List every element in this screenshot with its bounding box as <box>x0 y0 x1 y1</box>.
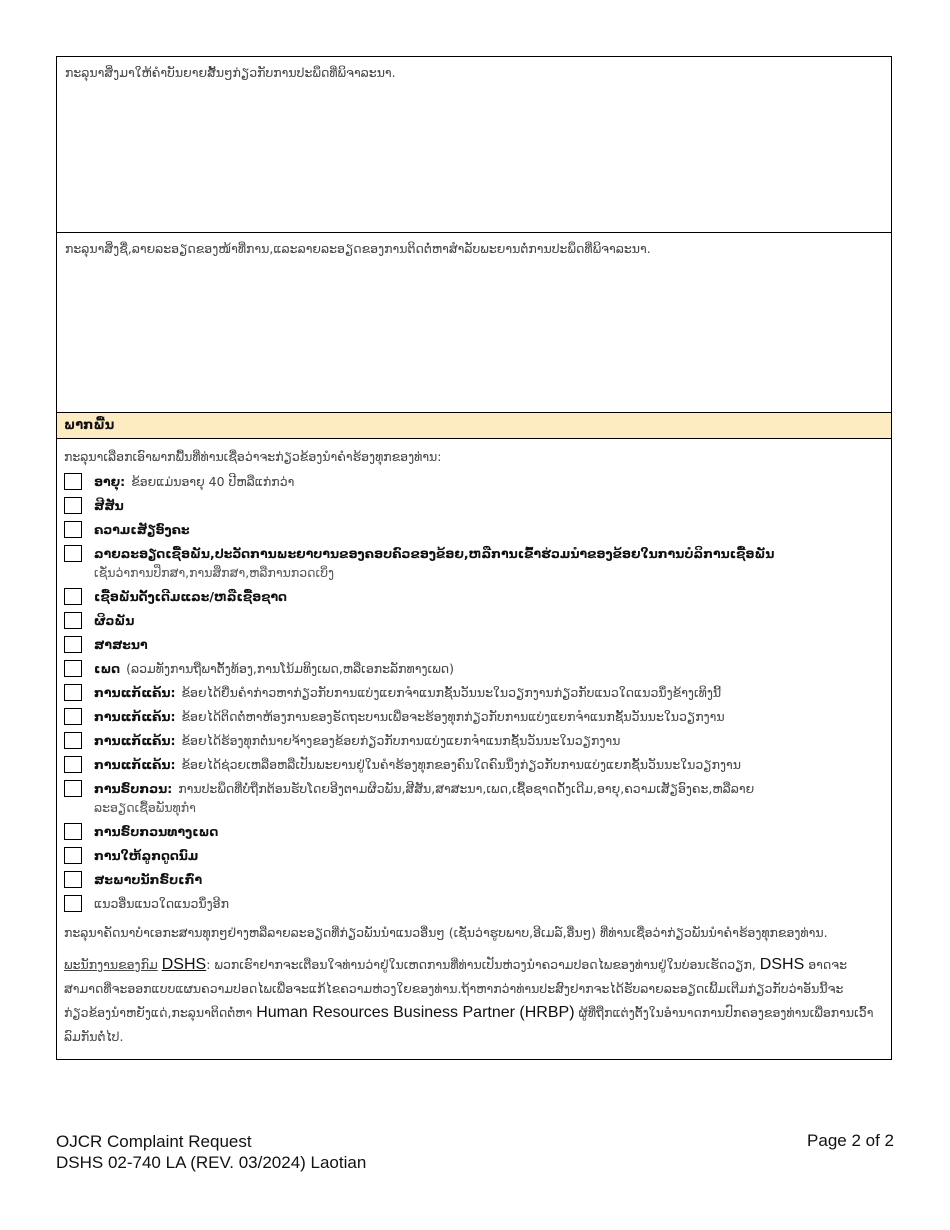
color-checkbox[interactable] <box>64 497 82 514</box>
basis-row-disability <box>64 520 884 539</box>
national-origin-checkbox[interactable] <box>64 588 82 605</box>
basis-row-other <box>64 894 884 913</box>
retaliation-3-label: ການແກ້ແຄ້ນ: <box>94 733 176 748</box>
basis-row-color <box>64 496 884 515</box>
sex-desc: (ລວມທັງການຖືພາຕັ້ງທ້ອງ,ການໂນ້ມທິງເພດ,ຫລືເອກະລັກທາງເພດ) <box>126 661 455 676</box>
veteran-status-label: ສະພາບນັກຣົບເກົ່າ <box>94 872 203 887</box>
basis-section <box>57 439 891 1059</box>
genetic-info-checkbox[interactable] <box>64 545 82 562</box>
disability-checkbox[interactable] <box>64 521 82 538</box>
basis-row-retaliation-1 <box>64 683 884 702</box>
basis-row-religion <box>64 635 884 654</box>
age-checkbox[interactable] <box>64 473 82 490</box>
retaliation-4-desc: ຂ້ອຍໄດ້ຊ່ວຍເຫລືອຫລືເປັນພະຍານຢູ່ໃນຄຳຮ້ອງທຸກຂອງຄົນໃດຄົນນຶ່ງກ່ຽວກັບການແບ່ງແຍກຊັ້ນວັນນະໃນວຽກງານ <box>181 757 741 772</box>
retaliation-1-checkbox[interactable] <box>64 684 82 701</box>
harassment-checkbox[interactable] <box>64 780 82 797</box>
footer-form-info <box>56 1131 366 1173</box>
staff-note-prefix: ພະນັກງານຂອງກົມ <box>64 957 158 972</box>
footer-form-title: OJCR Complaint Request <box>56 1132 252 1151</box>
basis-row-breastfeeding <box>64 846 884 865</box>
sex-checkbox[interactable] <box>64 660 82 677</box>
other-desc: ແນວອື່ນແນວໃດແນວນຶ່ງອີກ <box>94 896 229 911</box>
genetic-info-label: ລາຍລະອຽດເຊື້ອພັນ,ປະວັດການພະຍາບານຂອງຄອບຄົວຂອງຂ້ອຍ,ຫລືການເຂົ້າຮ່ວມນຳຂອງຂ້ອຍໃນການບໍລິການເຊື້ອພັນ <box>94 546 775 561</box>
summary-textbox[interactable] <box>57 57 891 233</box>
age-desc: ຂ້ອຍແມ່ນອາຍຸ 40 ປີຫລືແກ່ກວ່າ <box>131 474 295 489</box>
veteran-status-checkbox[interactable] <box>64 871 82 888</box>
basis-row-harassment <box>64 779 884 817</box>
footer-form-number: DSHS 02-740 LA (REV. 03/2024) Laotian <box>56 1153 367 1172</box>
basis-row-national-origin <box>64 587 884 606</box>
summary-prompt: ກະລຸນາສິ່ງມາໃຫ້ຄຳບັນຍາຍສັ້ນໆກ່ຽວກັບການປະພຶດທີ່ພິຈາລະນາ. <box>65 65 396 80</box>
race-checkbox[interactable] <box>64 612 82 629</box>
retaliation-1-desc: ຂ້ອຍໄດ້ຍື່ນຄຳກ່າວຫາກ່ຽວກັບການແບ່ງແຍກຈຳແນກຊັ້ນວັນນະໃນວຽກງານກ່ຽວກັບແນວໃດແນວນຶ່ງຂ້າງເທິງນີ້ <box>181 685 722 700</box>
sexual-harassment-label: ການຣົບກວນທາງເພດ <box>94 824 219 839</box>
staff-note-part2: ອາດຈະສາມາດທີ່ຈະອອກແບບແຜນຄວາມປອດໄພເພື່ອຈະແກ້ໄຂຄວາມຫ່ວງໃຍຂອງທ່ານ.ຖ້າຫາກວ່າທ່ານປະສົງຢາກຈະໄດ້ຮັບລາຍລະອຽດເພີ້ມເຕີມກ່ຽວກັບວ່າອັນນີ້ຈະກ່ຽວຂ້ອງນຳຫຍັງແດ່,ກະລຸນາຕິດຕໍ່ຫາ <box>64 957 848 1020</box>
retaliation-2-label: ການແກ້ແຄ້ນ: <box>94 709 176 724</box>
sex-label: ເພດ <box>94 661 121 676</box>
retaliation-3-checkbox[interactable] <box>64 732 82 749</box>
staff-note-part3: ຜູ້ທີ່ຖືກແຕ່ງຕັ້ງໃນອຳນາດການປົກຄອງຂອງທ່ານເພື່ອການເວົ້າລົມກັນຕໍ່ໄປ. <box>64 1005 874 1044</box>
retaliation-3-desc: ຂ້ອຍໄດ້ຮ້ອງທຸກຕໍ່ນາຍຈ້າງຂອງຂ້ອຍກ່ຽວກັບການແບ່ງແຍກຈຳແນກຊັ້ນວັນນະໃນວຽກງານ <box>181 733 621 748</box>
retaliation-2-checkbox[interactable] <box>64 708 82 725</box>
other-checkbox[interactable] <box>64 895 82 912</box>
basis-section-header: ພາກພື້ນ <box>57 413 891 439</box>
basis-row-genetic <box>64 544 884 582</box>
basis-row-veteran <box>64 870 884 889</box>
basis-intro: ກະລຸນາເລືອກເອົາພາກພື້ນທີ່ທ່ານເຊື່ອວ່າຈະກ່ຽວຂ້ອງນຳຄຳຮ້ອງທຸກຂອງທ່ານ: <box>64 449 442 464</box>
harassment-desc: ການປະພຶດທີ່ບໍ່ຖືກຕ້ອນຮັບໂດຍອີງຕາມຜິວພັນ,ສີສັນ,ສາສະນາ,ເພດ,ເຊື້ອຊາດດັ້ງເດີມ,ອາຍຸ,ຄວາມເສັຽອົງຄະ,ຫລືລາຍ <box>178 781 755 796</box>
footer-page-number: Page 2 of 2 <box>807 1131 894 1150</box>
breastfeeding-checkbox[interactable] <box>64 847 82 864</box>
religion-label: ສາສະນາ <box>94 637 148 652</box>
retaliation-1-label: ການແກ້ແຄ້ນ: <box>94 685 176 700</box>
race-label: ຜິວພັນ <box>94 613 135 628</box>
basis-row-sexual-harassment <box>64 822 884 841</box>
witnesses-prompt: ກະລຸນາສິ່ງຊື່,ລາຍລະອຽດຂອງໜ້າທີ່ການ,ແລະລາຍລະອຽດຂອງການຕິດຕໍ່ຫາສຳລັບພະຍານຕໍ່ການປະພຶດທີ່ພິຈາລະນາ. <box>65 241 651 256</box>
harassment-label: ການຣົບກວນ: <box>94 781 173 796</box>
staff-note-org: DSHS <box>161 956 207 973</box>
harassment-sub: ລະອຽດເຊື້ອພັນທຸກຳ <box>94 800 196 815</box>
staff-note <box>64 953 884 1049</box>
witnesses-textbox[interactable] <box>57 233 891 413</box>
basis-row-retaliation-3 <box>64 731 884 750</box>
basis-row-race <box>64 611 884 630</box>
attach-note: ກະລຸນາຄັດນາບຳເອກະສານທຸກໆຢ່າງຫລືລາຍລະອຽດທີ່ກ່ຽວພັນນຳແນວອື່ນໆ (ເຊັ່ນວ່າຮູບພາບ,ອີເມລ໌,ອື່ນໆ) ທີ່ທ່ານເຊື່ອວ່າກ່ຽວພັນນຳຄຳຮ້ອງທຸກຂອງທ່ານ. <box>64 925 828 940</box>
basis-row-retaliation-4 <box>64 755 884 774</box>
breastfeeding-label: ການໃຫ້ລູກດູດນົມ <box>94 848 199 863</box>
age-label: ອາຍຸ: <box>94 474 126 489</box>
basis-row-sex <box>64 659 884 678</box>
retaliation-4-label: ການແກ້ແຄ້ນ: <box>94 757 176 772</box>
staff-note-org2: DSHS <box>759 956 805 973</box>
basis-row-age <box>64 472 884 491</box>
hrbp-name: Human Resources Business Partner (HRBP) <box>256 1004 575 1021</box>
disability-label: ຄວາມເສັຽອົງຄະ <box>94 522 190 537</box>
genetic-info-sub: ເຊັ່ນວ່າການປຶກສາ,ການສຶກສາ,ຫລືການກວດເບິ່ງ <box>94 565 335 580</box>
staff-note-part1: : ພວກເຮົາຢາກຈະເຕືອນໃຈທ່ານວ່າຢູ່ໃນເຫດການທີ່ທ່ານເປັນຫ່ວງນຳຄວາມປອດໄພຂອງທ່ານຢູ່ໃນບ່ອນເຮັດວຽກ, <box>206 957 756 972</box>
complaint-form <box>56 56 892 1060</box>
religion-checkbox[interactable] <box>64 636 82 653</box>
color-label: ສີສັນ <box>94 498 124 513</box>
basis-row-retaliation-2 <box>64 707 884 726</box>
retaliation-4-checkbox[interactable] <box>64 756 82 773</box>
national-origin-label: ເຊື້ອພັນດັ້ງເດີມແລະ/ຫລືເຊື້ອຊາດ <box>94 589 287 604</box>
retaliation-2-desc: ຂ້ອຍໄດ້ຕິດຕໍ່ຫາຫ້ອງການຂອງຣັດຖະບານເພື່ອຈະຮ້ອງທຸກກ່ຽວກັບການແບ່ງແຍກຈຳແນກຊັ້ນວັນນະໃນວຽກງານ <box>181 709 725 724</box>
sexual-harassment-checkbox[interactable] <box>64 823 82 840</box>
